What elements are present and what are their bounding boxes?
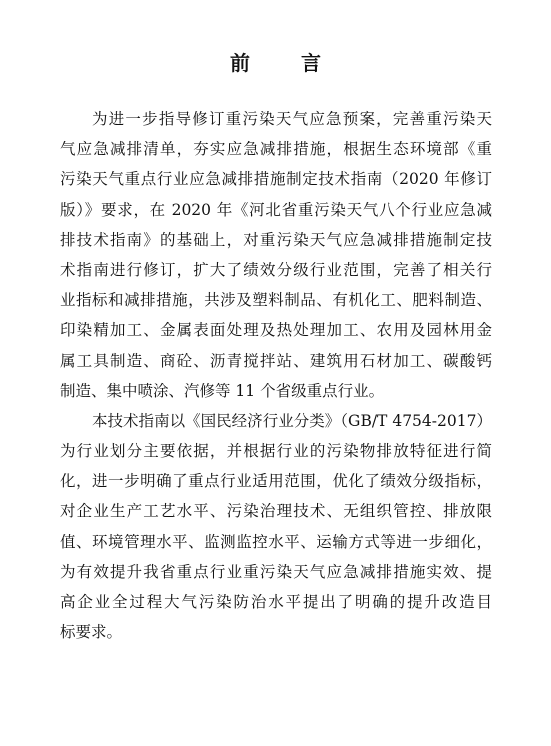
text-line: 本技术指南以《国民经济行业分类》（GB/T 4754-2017） bbox=[92, 411, 492, 430]
text-line: 气应急减排清单，夯实应急减排措施，根据生态环境部《重 bbox=[60, 140, 492, 159]
text-line: 属工具制造、商砼、沥青搅拌站、建筑用石材加工、碳酸钙 bbox=[60, 351, 492, 370]
text-line: 为有效提升我省重点行业重污染天气应急减排措施实效、提 bbox=[60, 562, 492, 581]
page-title: 前 言 bbox=[230, 51, 343, 75]
text-line: 高企业全过程大气污染防治水平提出了明确的提升改造目 bbox=[60, 593, 492, 611]
text-line: 业指标和减排措施，共涉及塑料制品、有机化工、肥料制造、 bbox=[60, 291, 492, 310]
paragraph-1 bbox=[60, 104, 492, 406]
text-line: 对企业生产工艺水平、污染治理技术、无组织管控、排放限 bbox=[60, 502, 492, 521]
body-text bbox=[60, 104, 492, 647]
text-line: 为行业划分主要依据，并根据行业的污染物排放特征进行简 bbox=[60, 442, 492, 461]
text-line: 制造、集中喷涂、汽修等 11 个省级重点行业。 bbox=[60, 381, 385, 400]
text-line: 标要求。 bbox=[60, 623, 123, 642]
text-line: 值、环境管理水平、监测监控水平、运输方式等进一步细化， bbox=[60, 532, 492, 551]
text-line: 印染精加工、金属表面处理及热处理加工、农用及园林用金 bbox=[60, 321, 492, 340]
paragraph-2 bbox=[60, 406, 492, 648]
text-line: 化，进一步明确了重点行业适用范围，优化了绩效分级指标， bbox=[60, 472, 492, 491]
text-line: 排技术指南》的基础上，对重污染天气应急减排措施制定技 bbox=[60, 230, 492, 249]
text-line: 为进一步指导修订重污染天气应急预案，完善重污染天 bbox=[92, 110, 492, 128]
text-line: 术指南进行修订，扩大了绩效分级行业范围，完善了相关行 bbox=[60, 260, 492, 279]
text-line: 版）》要求，在 2020 年《河北省重污染天气八个行业应急减 bbox=[60, 200, 492, 219]
text-line: 污染天气重点行业应急减排措施制定技术指南（2020 年修订 bbox=[60, 170, 492, 189]
